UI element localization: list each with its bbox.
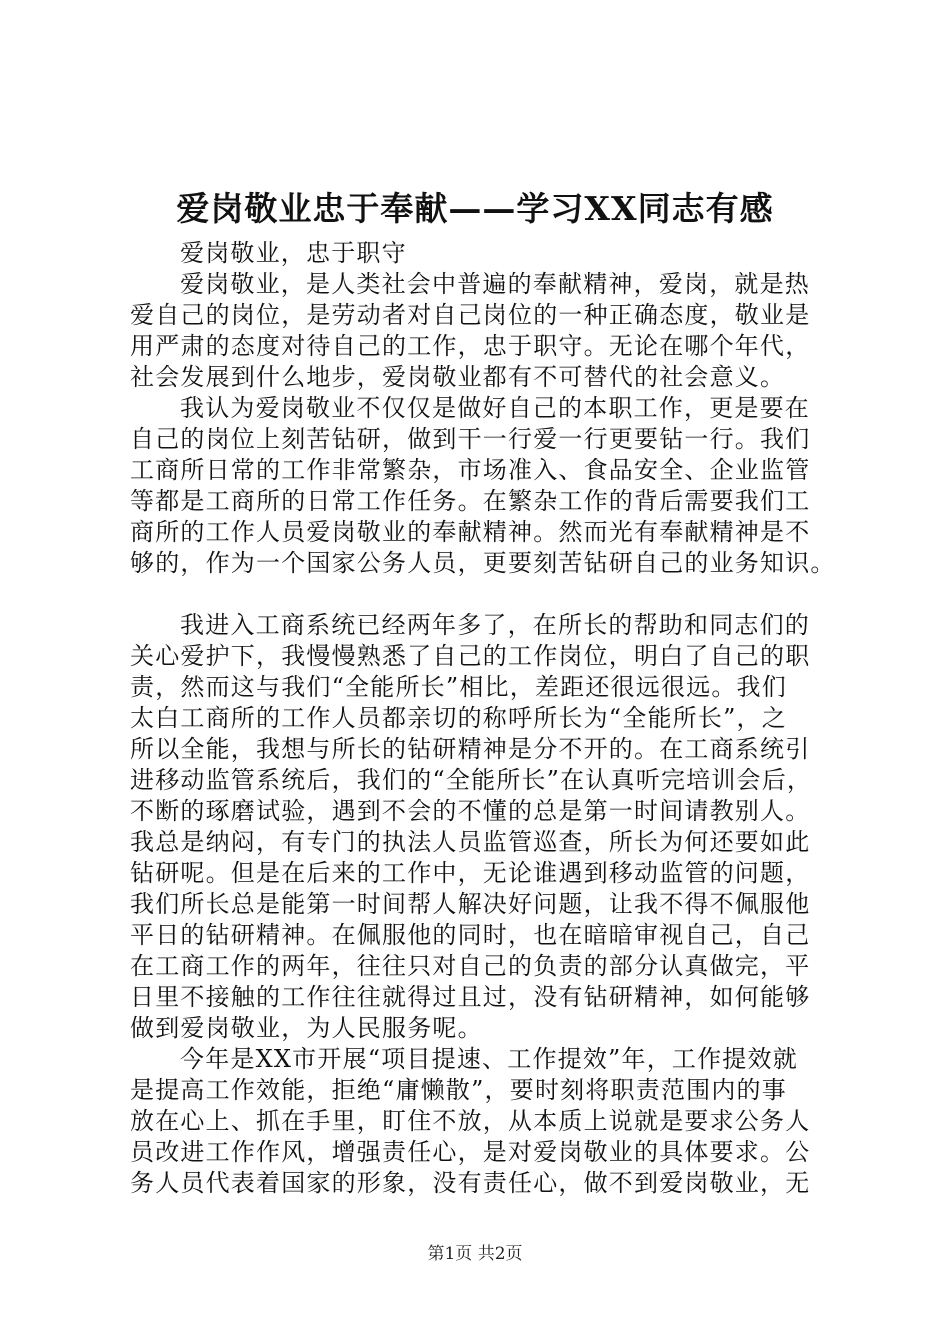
text-line: 做到爱岗敬业，为人民服务呢。 [130, 1014, 483, 1042]
text-line: 在工商工作的两年，往往只对自己的负责的部分认真做完，平 [130, 952, 811, 980]
text-line: 我总是纳闷，有专门的执法人员监管巡查，所长为何还要如此 [130, 828, 811, 856]
text-line: 进移动监管系统后，我们的“全能所长”在认真听完培训会后， [130, 766, 813, 794]
text-line: 关心爱护下，我慢慢熟悉了自己的工作岗位，明白了自己的职 [130, 642, 811, 670]
document-body [130, 238, 850, 1199]
text-line: 所以全能，我想与所长的钻研精神是分不开的。在工商系统引 [130, 735, 811, 763]
text-line: 员改进工作作风，增强责任心，是对爱岗敬业的具体要求。公 [130, 1138, 811, 1166]
text-line: 我进入工商系统已经两年多了，在所长的帮助和同志们的 [180, 611, 810, 639]
text-line: 责，然而这与我们“全能所长”相比，差距还很远很远。我们 [130, 673, 787, 701]
blank-line [130, 579, 850, 610]
text-line: 平日的钻研精神。在佩服他的同时，也在暗暗审视自己，自己 [130, 921, 811, 949]
text-line: 等都是工商所的日常工作任务。在繁杂工作的背后需要我们工 [130, 487, 811, 515]
text-line: 放在心上、抓在手里，盯住不放，从本质上说就是要求公务人 [130, 1107, 811, 1135]
page-footer: 第1页 共2页 [427, 1244, 523, 1264]
text-line: 太白工商所的工作人员都亲切的称呼所长为“全能所长”，之 [130, 704, 787, 732]
text-line: 钻研呢。但是在后来的工作中，无论谁遇到移动监管的问题， [130, 859, 811, 887]
text-line: 日里不接触的工作往往就得过且过，没有钻研精神，如何能够 [130, 983, 811, 1011]
text-line: 务人员代表着国家的形象，没有责任心，做不到爱岗敬业，无 [130, 1169, 811, 1197]
text-line: 今年是XX市开展“项目提速、工作提效”年，工作提效就 [180, 1045, 798, 1073]
text-line: 我们所长总是能第一时间帮人解决好问题，让我不得不佩服他 [130, 890, 811, 918]
text-line: 我认为爱岗敬业不仅仅是做好自己的本职工作，更是要在 [180, 394, 810, 422]
text-line: 用严肃的态度对待自己的工作，忠于职守。无论在哪个年代， [130, 332, 811, 360]
text-line: 爱岗敬业，忠于职守 [180, 239, 407, 267]
text-line: 工商所日常的工作非常繁杂，市场准入、食品安全、企业监管 [130, 456, 811, 484]
text-line: 不断的琢磨试验，遇到不会的不懂的总是第一时间请教别人。 [130, 797, 811, 825]
text-line: 爱岗敬业，是人类社会中普遍的奉献精神，爱岗，就是热 [180, 270, 810, 298]
text-line: 够的，作为一个国家公务人员，更要刻苦钻研自己的业务知识。 [130, 549, 836, 577]
text-line: 是提高工作效能，拒绝“庸懒散”，要时刻将职责范围内的事 [130, 1076, 787, 1104]
document-title: 爱岗敬业忠于奉献——学习XX同志有感 [176, 189, 774, 228]
text-line: 社会发展到什么地步，爱岗敬业都有不可替代的社会意义。 [130, 363, 786, 391]
text-line: 自己的岗位上刻苦钻研，做到干一行爱一行更要钻一行。我们 [130, 425, 811, 453]
text-line: 商所的工作人员爱岗敬业的奉献精神。然而光有奉献精神是不 [130, 518, 811, 546]
text-line: 爱自己的岗位，是劳动者对自己岗位的一种正确态度，敬业是 [130, 301, 811, 329]
